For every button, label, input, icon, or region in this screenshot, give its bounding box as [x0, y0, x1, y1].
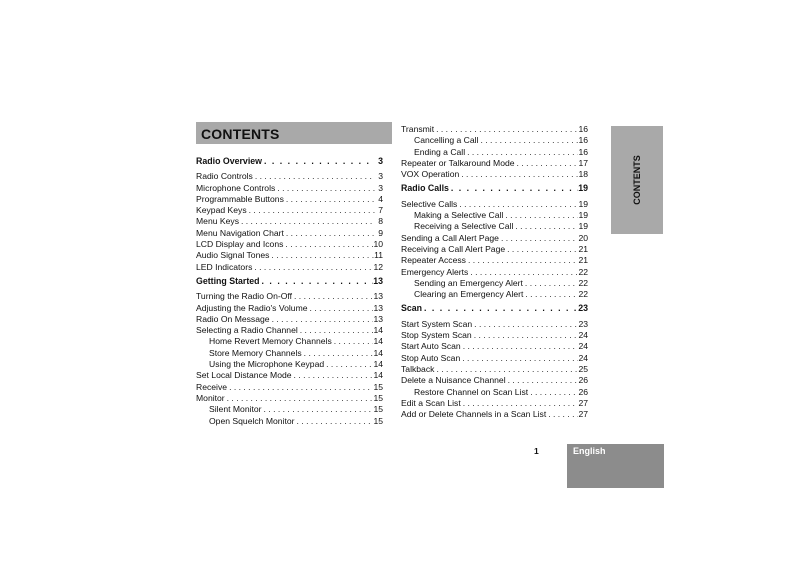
- toc-entry-title: Menu Navigation Chart: [196, 227, 284, 238]
- toc-entry-title: Monitor: [196, 392, 225, 403]
- dot-leader: [262, 404, 374, 415]
- toc-entry-title: Talkback: [401, 363, 435, 374]
- toc-entry-title: Radio On Message: [196, 313, 270, 324]
- toc-entry-page: 15: [373, 392, 383, 403]
- toc-entry-page: 21: [578, 255, 588, 266]
- dot-leader: [283, 239, 373, 250]
- toc-entry[interactable]: [401, 267, 588, 278]
- toc-entry-page: 22: [578, 289, 588, 300]
- toc-entry[interactable]: [196, 183, 383, 194]
- toc-entry[interactable]: [196, 205, 383, 216]
- toc-entry-page: 16: [578, 146, 588, 157]
- dot-leader: [515, 158, 579, 169]
- toc-entry-title: Store Memory Channels: [209, 347, 302, 358]
- toc-right-column: [401, 124, 588, 420]
- dot-leader: [461, 398, 579, 409]
- toc-entry[interactable]: [196, 303, 383, 314]
- dot-leader: [295, 416, 374, 427]
- contents-header: [196, 122, 392, 144]
- toc-entry-title: Transmit: [401, 124, 435, 134]
- dot-leader: [460, 353, 578, 364]
- dot-leader: [434, 124, 578, 135]
- dot-leader: [260, 276, 374, 287]
- toc-entry[interactable]: [401, 364, 588, 375]
- contents-side-tab: [611, 126, 663, 234]
- side-tab-label: CONTENTS: [632, 155, 642, 205]
- toc-entry-title: Programmable Buttons: [196, 193, 284, 204]
- toc-entry-title: Start System Scan: [401, 318, 473, 329]
- toc-entry-title: Menu Keys: [196, 216, 239, 227]
- toc-entry-title: Adjusting the Radio's Volume: [196, 302, 308, 313]
- toc-entry-page: 16: [578, 135, 588, 146]
- toc-entry[interactable]: [401, 221, 588, 232]
- dot-leader: [461, 341, 579, 352]
- toc-entry-page: 17: [578, 157, 588, 168]
- toc-entry[interactable]: [401, 319, 588, 330]
- dot-leader: [252, 262, 373, 273]
- toc-entry-page: 3: [378, 156, 383, 166]
- toc-entry[interactable]: [196, 250, 383, 261]
- toc-entry-page: 21: [578, 243, 588, 254]
- toc-entry-page: 3: [378, 171, 383, 182]
- toc-entry-title: Edit a Scan List: [401, 397, 461, 408]
- dot-leader: [449, 183, 578, 194]
- toc-entry-title: Clearing an Emergency Alert: [414, 289, 524, 300]
- toc-entry-title: Using the Microphone Keypad: [209, 359, 325, 370]
- toc-entry-page: 13: [373, 302, 383, 313]
- toc-entry-title: Delete a Nuisance Channel: [401, 375, 506, 386]
- dot-leader: [506, 375, 579, 386]
- toc-entry[interactable]: [401, 387, 588, 398]
- toc-entry[interactable]: [196, 194, 383, 205]
- toc-entry-page: 15: [373, 404, 383, 415]
- toc-entry[interactable]: [401, 341, 588, 352]
- toc-entry-title: Home Revert Memory Channels: [209, 336, 332, 347]
- toc-entry[interactable]: [401, 233, 588, 244]
- toc-entry-title: Audio Signal Tones: [196, 250, 270, 261]
- toc-entry-page: 14: [373, 347, 383, 358]
- toc-entry[interactable]: [401, 375, 588, 386]
- dot-leader: [284, 194, 375, 205]
- dot-leader: [292, 370, 374, 381]
- dot-leader: [523, 289, 578, 300]
- toc-entry-title: Cancelling a Call: [414, 135, 479, 146]
- dot-leader: [227, 382, 373, 393]
- toc-entry-page: 8: [378, 216, 383, 227]
- toc-entry-title: LED Indicators: [196, 261, 253, 272]
- toc-section-heading[interactable]: [401, 303, 588, 314]
- toc-entry-title: Set Local Distance Mode: [196, 370, 292, 381]
- toc-entry-title: Microphone Controls: [196, 182, 276, 193]
- dot-leader: [505, 244, 578, 255]
- toc-entry[interactable]: [196, 228, 383, 239]
- toc-section-heading[interactable]: [401, 183, 588, 194]
- dot-leader: [499, 233, 578, 244]
- toc-entry-title: Turning the Radio On-Off: [196, 291, 293, 302]
- dot-leader: [528, 387, 578, 398]
- toc-section-heading[interactable]: [196, 276, 383, 287]
- toc-entry[interactable]: [401, 289, 588, 300]
- toc-entry-title: Getting Started: [196, 275, 260, 286]
- toc-entry[interactable]: [196, 382, 383, 393]
- toc-entry[interactable]: [401, 210, 588, 221]
- toc-entry[interactable]: [196, 370, 383, 381]
- dot-leader: [479, 135, 579, 146]
- dot-leader: [262, 156, 375, 167]
- toc-entry-title: Restore Channel on Scan List: [414, 386, 529, 397]
- toc-entry-title: Stop Auto Scan: [401, 352, 461, 363]
- toc-entry-title: Radio Calls: [401, 183, 449, 194]
- toc-entry-page: 14: [373, 359, 383, 370]
- toc-entry[interactable]: [401, 255, 588, 266]
- toc-entry-title: Keypad Keys: [196, 205, 247, 216]
- toc-entry-page: 18: [578, 169, 588, 180]
- toc-entry[interactable]: [196, 314, 383, 325]
- dot-leader: [523, 278, 579, 289]
- toc-entry[interactable]: [196, 325, 383, 336]
- page-number: 1: [534, 446, 539, 456]
- toc-entry-title: VOX Operation: [401, 169, 460, 180]
- toc-entry-page: 20: [578, 232, 588, 243]
- toc-entry-page: 27: [578, 397, 588, 408]
- toc-entry-title: Emergency Alerts: [401, 266, 469, 277]
- toc-entry-page: 25: [578, 363, 588, 374]
- dot-leader: [466, 255, 578, 266]
- toc-entry[interactable]: [196, 239, 383, 250]
- toc-entry-title: Silent Monitor: [209, 404, 262, 415]
- toc-entry[interactable]: [196, 171, 383, 182]
- toc-entry-title: Scan: [401, 303, 423, 314]
- toc-entry[interactable]: [196, 393, 383, 404]
- dot-leader: [270, 314, 374, 325]
- toc-entry[interactable]: [401, 199, 588, 210]
- dot-leader: [468, 267, 578, 278]
- toc-entry-title: Receiving a Selective Call: [414, 221, 514, 232]
- toc-entry-page: 23: [578, 303, 588, 314]
- toc-entry-page: 26: [578, 375, 588, 386]
- toc-entry[interactable]: [401, 398, 588, 409]
- toc-entry-page: 26: [578, 386, 588, 397]
- toc-entry[interactable]: [196, 216, 383, 227]
- toc-entry-title: Receive: [196, 381, 228, 392]
- dot-leader: [253, 171, 375, 182]
- toc-entry[interactable]: [401, 353, 588, 364]
- toc-entry-page: 10: [373, 239, 383, 250]
- dot-leader: [275, 183, 375, 194]
- toc-entry-page: 27: [578, 409, 588, 420]
- dot-leader: [324, 359, 373, 370]
- toc-entry-title: Sending a Call Alert Page: [401, 232, 499, 243]
- toc-entry-page: 3: [378, 182, 383, 193]
- toc-entry-page: 13: [373, 291, 383, 302]
- toc-entry[interactable]: [401, 169, 588, 180]
- toc-entry[interactable]: [401, 124, 588, 135]
- toc-entry-page: 19: [578, 221, 588, 232]
- dot-leader: [422, 303, 578, 314]
- toc-entry-title: Add or Delete Channels in a Scan List: [401, 409, 547, 420]
- toc-entry[interactable]: [401, 278, 588, 289]
- dot-leader: [472, 330, 579, 341]
- toc-entry-page: 16: [578, 124, 588, 134]
- toc-entry-title: Start Auto Scan: [401, 341, 461, 352]
- toc-entry-title: Selective Calls: [401, 198, 458, 209]
- dot-leader: [298, 325, 374, 336]
- toc-entry[interactable]: [196, 359, 383, 370]
- toc-entry-title: Repeater or Talkaround Mode: [401, 157, 515, 168]
- toc-entry-page: 24: [578, 330, 588, 341]
- toc-entry-title: Stop System Scan: [401, 330, 472, 341]
- toc-entry-page: 15: [373, 381, 383, 392]
- dot-leader: [292, 291, 373, 302]
- dot-leader: [225, 393, 374, 404]
- toc-entry[interactable]: [196, 291, 383, 302]
- toc-entry-page: 11: [374, 250, 383, 261]
- dot-leader: [459, 169, 578, 180]
- toc-entry-title: LCD Display and Icons: [196, 239, 284, 250]
- toc-entry[interactable]: [401, 244, 588, 255]
- toc-entry[interactable]: [196, 416, 383, 427]
- toc-entry-title: Radio Controls: [196, 171, 253, 182]
- toc-entry[interactable]: [196, 404, 383, 415]
- toc-entry-page: 14: [373, 370, 383, 381]
- dot-leader: [503, 210, 578, 221]
- toc-entry-title: Open Squelch Monitor: [209, 415, 295, 426]
- toc-entry-page: 12: [373, 261, 383, 272]
- toc-entry-page: 4: [378, 193, 383, 204]
- toc-entry-title: Repeater Access: [401, 255, 466, 266]
- toc-entry-page: 9: [378, 227, 383, 238]
- toc-entry-page: 7: [378, 205, 383, 216]
- dot-leader: [247, 205, 375, 216]
- dot-leader: [434, 364, 578, 375]
- toc-entry-title: Receiving a Call Alert Page: [401, 243, 506, 254]
- toc-entry-page: 13: [373, 275, 383, 286]
- toc-entry[interactable]: [401, 409, 588, 420]
- toc-entry-title: Making a Selective Call: [414, 210, 504, 221]
- toc-entry-page: 14: [373, 336, 383, 347]
- toc-entry-page: 24: [578, 341, 588, 352]
- toc-entry-page: 19: [578, 198, 588, 209]
- page-title: CONTENTS: [201, 126, 280, 142]
- toc-entry-page: 23: [578, 318, 588, 329]
- toc-entry-page: 13: [373, 313, 383, 324]
- dot-leader: [302, 348, 374, 359]
- toc-entry-page: 22: [578, 266, 588, 277]
- toc-entry-page: 15: [373, 415, 383, 426]
- dot-leader: [546, 409, 578, 420]
- toc-entry[interactable]: [196, 262, 383, 273]
- toc-left-column: [196, 153, 383, 427]
- language-label: English: [573, 446, 606, 456]
- language-tab: [567, 444, 664, 488]
- dot-leader: [284, 228, 375, 239]
- dot-leader: [457, 199, 578, 210]
- toc-entry[interactable]: [401, 147, 588, 158]
- toc-entry-title: Sending an Emergency Alert: [414, 277, 523, 288]
- dot-leader: [269, 250, 374, 261]
- toc-entry[interactable]: [196, 336, 383, 347]
- toc-entry[interactable]: [196, 348, 383, 359]
- dot-leader: [513, 221, 578, 232]
- dot-leader: [308, 303, 374, 314]
- dot-leader: [332, 336, 374, 347]
- toc-entry-page: 19: [578, 210, 588, 221]
- toc-entry-title: Radio Overview: [196, 156, 263, 166]
- toc-entry-title: Ending a Call: [414, 146, 466, 157]
- toc-entry[interactable]: [401, 330, 588, 341]
- toc-entry-page: 22: [578, 277, 588, 288]
- toc-entry-page: 19: [578, 183, 588, 194]
- toc-entry[interactable]: [401, 135, 588, 146]
- dot-leader: [465, 147, 578, 158]
- toc-section-heading[interactable]: [196, 156, 383, 167]
- toc-entry-title: Selecting a Radio Channel: [196, 325, 298, 336]
- dot-leader: [239, 216, 375, 227]
- toc-entry[interactable]: [401, 158, 588, 169]
- toc-entry-page: 24: [578, 352, 588, 363]
- toc-entry-page: 14: [373, 325, 383, 336]
- dot-leader: [472, 319, 578, 330]
